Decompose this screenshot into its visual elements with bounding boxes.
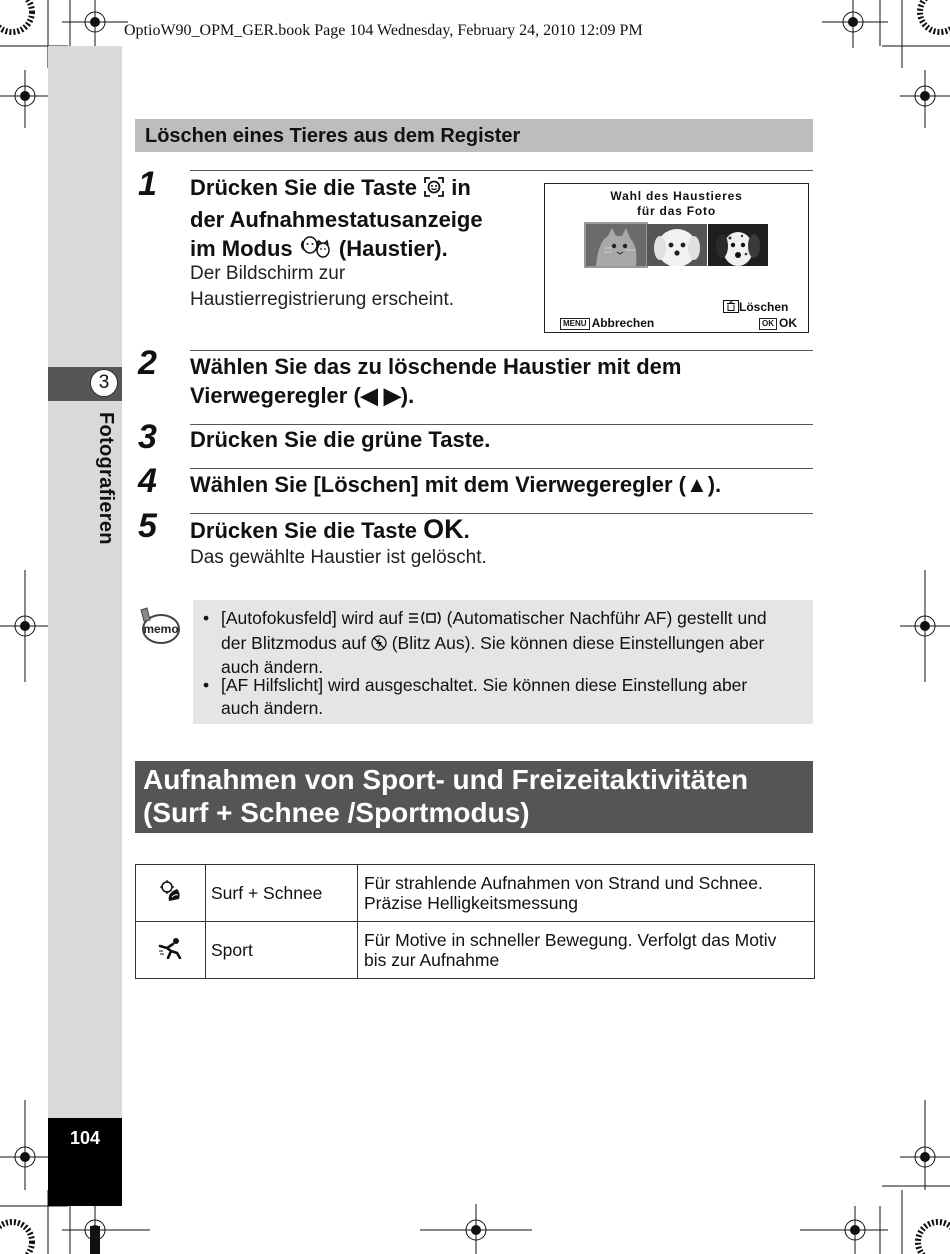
registration-mark-right-middle: [900, 570, 950, 685]
step-title: Drücken Sie die Taste in der Aufnahmestatusanzeige im Modus (Haustier).: [190, 173, 483, 266]
step-title: Wählen Sie das zu löschende Haustier mit dem Vierwegeregler (◀ ▶).: [190, 354, 682, 408]
svg-text:memo: memo: [143, 622, 179, 636]
memo-item: • [Autofokusfeld] wird auf (Automatischer Nachführ AF) gestellt und der Blitzmodus auf (Blitz Aus). Sie können diese Einstellungen aber auch ändern.: [203, 608, 767, 677]
mode-description: Für Motive in schneller Bewegung. Verfolgt das Motiv bis zur Aufnahme: [358, 922, 815, 979]
step-description: Der Bildschirm zur Haustierregistrierung erscheint.: [190, 263, 455, 310]
side-strip: [48, 46, 122, 1206]
step-number: 3: [138, 418, 157, 456]
registration-mark-bottom-right: [790, 1100, 950, 1254]
chapter-title: Fotografieren: [95, 412, 117, 545]
screen-title-line: Wahl des Haustieres: [610, 189, 743, 203]
menu-key-icon: MENU: [560, 318, 590, 330]
step-number: 1: [138, 165, 157, 203]
mode-name: Surf + Schnee: [206, 865, 358, 922]
screen-title-line: für das Foto: [637, 204, 716, 218]
mode-icon-cell: [136, 922, 206, 979]
delete-option[interactable]: Löschen: [723, 300, 788, 316]
memo-item: • [AF Hilfslicht] wird ausgeschaltet. Sie können diese Einstellung aber auch ändern.: [203, 675, 748, 718]
face-recognition-icon: [423, 176, 445, 205]
ok-option[interactable]: OK OK: [759, 316, 797, 330]
tracking-af-icon: [408, 609, 442, 632]
table-row: [136, 865, 815, 922]
step-number: 5: [138, 507, 157, 545]
memo-icon: [137, 606, 181, 651]
step-description: Das gewählte Haustier ist gelöscht.: [190, 547, 487, 568]
mode-icon-cell: [136, 865, 206, 922]
step-number: 4: [138, 462, 157, 500]
mode-name: Sport: [206, 922, 358, 979]
divider: [190, 513, 813, 514]
ok-key-label: OK: [423, 514, 464, 544]
divider: [190, 170, 813, 171]
memo-box: [193, 600, 813, 724]
camera-screen: [544, 183, 809, 333]
pet-photo-cat[interactable]: [586, 224, 646, 266]
cancel-option[interactable]: MENU Abbrechen: [560, 316, 654, 330]
print-header: OptioW90_OPM_GER.book Page 104 Wednesday, February 24, 2010 12:09 PM: [124, 22, 643, 39]
step-title: Drücken Sie die Taste OK.: [190, 514, 470, 544]
flash-off-icon: [371, 634, 387, 657]
registration-mark-top-right: [810, 0, 950, 140]
step-title: Drücken Sie die grüne Taste.: [190, 427, 491, 452]
surf-snow-icon: [159, 887, 183, 907]
ok-key-icon: OK: [759, 318, 777, 330]
pet-photo-dalmatian[interactable]: [708, 224, 768, 266]
trash-icon: [723, 300, 739, 316]
divider: [190, 350, 813, 351]
table-row: [136, 922, 815, 979]
pet-photo-white-dog[interactable]: [647, 224, 707, 266]
sport-runner-icon: [158, 943, 184, 963]
registration-mark-left-middle: [0, 570, 50, 685]
mode-table: [135, 864, 815, 979]
chapter-number: 3: [90, 369, 118, 397]
registration-mark-bottom-center: [420, 1200, 532, 1254]
step-number: 2: [138, 344, 157, 382]
section2-title: Aufnahmen von Sport- und Freizeitaktivitäten (Surf + Schnee /Sportmodus): [143, 764, 749, 828]
page-number: 104: [70, 1128, 101, 1148]
mode-description: Für strahlende Aufnahmen von Strand und Schnee. Präzise Helligkeitsmessung: [358, 865, 815, 922]
divider: [190, 468, 813, 469]
section-title: Löschen eines Tieres aus dem Register: [145, 125, 521, 147]
step-title: Wählen Sie [Löschen] mit dem Vierwegeregler (▲).: [190, 472, 722, 497]
